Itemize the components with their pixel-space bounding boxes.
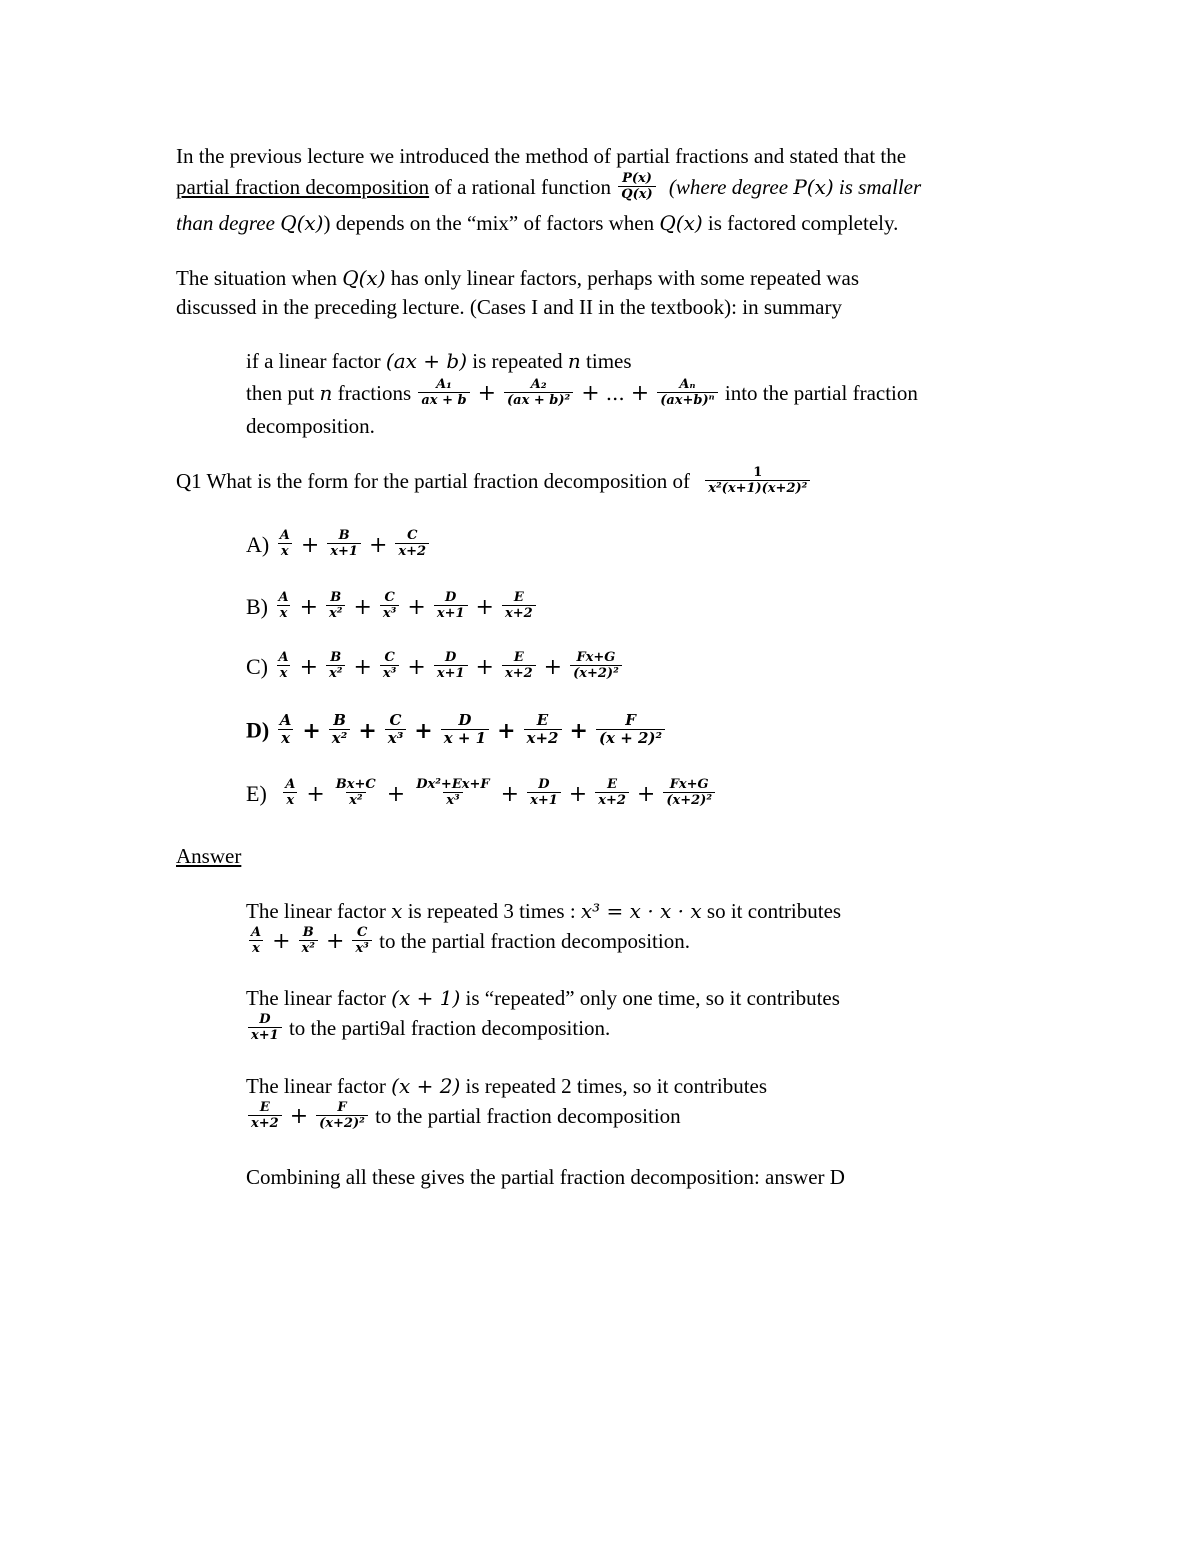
math-fraction bbox=[570, 651, 622, 680]
fraction-numerator: B bbox=[330, 650, 342, 666]
math-fraction bbox=[352, 926, 371, 955]
fraction-denominator: x² bbox=[346, 792, 365, 807]
summary-line-2 bbox=[246, 376, 918, 410]
fraction-numerator: Aₙ bbox=[679, 376, 696, 392]
x-variable: x bbox=[391, 899, 403, 923]
math-fraction bbox=[595, 778, 629, 807]
fraction-denominator: x bbox=[278, 543, 292, 558]
plus-sign: + bbox=[386, 782, 406, 807]
fraction-denominator: x+2 bbox=[395, 543, 429, 558]
option-a bbox=[246, 528, 431, 561]
math-fraction bbox=[327, 529, 361, 558]
q-of-x: Q(x) bbox=[280, 211, 324, 235]
fraction-denominator: (x+2)² bbox=[316, 1115, 368, 1130]
fraction-numerator: 1 bbox=[753, 464, 763, 480]
fraction-numerator: A₁ bbox=[436, 376, 452, 392]
answer-text: Combining all these gives the partial fraction decomposition: answer D bbox=[246, 1165, 845, 1189]
math-fraction bbox=[326, 651, 345, 680]
fraction-numerator: Fx+G bbox=[669, 777, 709, 793]
summary-text-3: times bbox=[580, 349, 632, 373]
summary-text-1: if a linear factor bbox=[246, 349, 386, 373]
x-cubed-expr: x³ = x · x · x bbox=[580, 899, 702, 923]
plus-sign: + bbox=[636, 782, 656, 807]
math-fraction bbox=[299, 926, 318, 955]
fraction-denominator: x bbox=[283, 792, 297, 807]
plus-sign: + bbox=[353, 595, 372, 620]
summary-text-7: decomposition. bbox=[246, 414, 375, 438]
math-fraction bbox=[277, 529, 293, 558]
math-fraction bbox=[380, 591, 399, 620]
math-fraction bbox=[441, 713, 489, 746]
situation-text-3: discussed in the preceding lecture. (Cases I and II in the textbook): in summary bbox=[176, 295, 842, 319]
option-label: E) bbox=[246, 781, 267, 806]
fraction-denominator: x+1 bbox=[434, 665, 468, 680]
fraction-denominator: x²(x+1)(x+2)² bbox=[705, 480, 810, 495]
plus-sign: + bbox=[300, 533, 320, 558]
answer-text: so it contributes bbox=[701, 899, 842, 923]
option-label: C) bbox=[246, 654, 268, 679]
answer-text: The linear factor bbox=[246, 986, 392, 1010]
p-over-q-fraction bbox=[618, 172, 655, 201]
fraction-numerator: F bbox=[625, 711, 636, 729]
intro-line-3 bbox=[176, 210, 898, 236]
intro-italic-1: (where degree bbox=[668, 175, 794, 199]
fraction-denominator: x+2 bbox=[502, 605, 536, 620]
plus-sign: + bbox=[568, 782, 588, 807]
answer-p3-line-2 bbox=[246, 1099, 681, 1133]
math-fraction bbox=[248, 926, 264, 955]
answer-text: to the partial fraction decomposition bbox=[369, 1104, 681, 1128]
partial-fraction-decomposition-term: partial fraction decomposition bbox=[176, 175, 430, 199]
fraction-denominator: x + 1 bbox=[441, 729, 489, 746]
math-fraction bbox=[282, 778, 298, 807]
situation-text-1: The situation when bbox=[176, 266, 343, 290]
fraction-numerator: D bbox=[445, 650, 457, 666]
fraction-numerator: C bbox=[389, 711, 402, 729]
plus-sign: + bbox=[302, 717, 321, 744]
option-b bbox=[246, 590, 538, 623]
math-fraction bbox=[277, 713, 295, 746]
plus-sign: + bbox=[272, 929, 291, 954]
math-fraction bbox=[527, 778, 561, 807]
q-of-x: Q(x) bbox=[659, 211, 703, 235]
fraction-numerator: A bbox=[278, 650, 289, 666]
intro-line-2 bbox=[176, 170, 922, 204]
fraction-denominator: x+1 bbox=[527, 792, 561, 807]
plus-sign: + bbox=[407, 655, 426, 680]
fraction-denominator: x³ bbox=[352, 940, 371, 955]
answer-text: to the parti9al fraction decomposition. bbox=[283, 1016, 611, 1040]
fraction-numerator: B bbox=[338, 528, 350, 544]
fraction-numerator: A bbox=[285, 777, 296, 793]
math-fraction bbox=[663, 778, 715, 807]
plus-sign: + bbox=[353, 655, 372, 680]
fraction-denominator: x+1 bbox=[434, 605, 468, 620]
intro-italic-3: than degree bbox=[176, 211, 281, 235]
situation-line-1 bbox=[176, 265, 859, 291]
fraction-numerator: C bbox=[384, 650, 395, 666]
fraction-denominator: (x+2)² bbox=[570, 665, 622, 680]
fraction-a1 bbox=[418, 378, 469, 407]
math-fraction bbox=[329, 713, 351, 746]
fraction-denominator: (ax + b)² bbox=[504, 392, 573, 407]
plus-sign: + bbox=[500, 782, 520, 807]
fraction-numerator: Dx²+Ex+F bbox=[416, 777, 490, 793]
fraction-numerator: E bbox=[536, 711, 549, 729]
option-d bbox=[246, 711, 667, 749]
fraction-numerator: D bbox=[445, 590, 457, 606]
fraction-numerator: F bbox=[337, 1099, 347, 1115]
fraction-numerator: Fx+G bbox=[576, 650, 616, 666]
option-label: D) bbox=[246, 717, 270, 743]
answer-p2-line-1 bbox=[246, 985, 840, 1011]
answer-heading bbox=[176, 843, 241, 869]
fraction-numerator: E bbox=[607, 777, 618, 793]
fraction-numerator: A bbox=[251, 924, 262, 940]
plus-sign: + bbox=[475, 655, 494, 680]
plus-sign: + bbox=[581, 381, 600, 406]
answer-text: is repeated 2 times, so it contributes bbox=[460, 1074, 768, 1098]
fraction-numerator: B bbox=[333, 711, 346, 729]
fraction-denominator: x bbox=[277, 665, 291, 680]
fraction-denominator: x³ bbox=[380, 665, 399, 680]
fraction-denominator: x bbox=[278, 729, 293, 746]
fraction-denominator: x³ bbox=[443, 792, 462, 807]
fraction-denominator: x² bbox=[299, 940, 318, 955]
math-fraction bbox=[596, 713, 665, 746]
fraction-numerator: A bbox=[279, 711, 292, 729]
math-fraction bbox=[502, 591, 536, 620]
p-of-x: P(x) bbox=[793, 175, 834, 199]
question-text: Q1 What is the form for the partial fraction decomposition of bbox=[176, 469, 696, 493]
intro-text-3: ) depends on the “mix” of factors when bbox=[323, 211, 660, 235]
plus-sign: + bbox=[299, 655, 319, 680]
summary-line-1 bbox=[246, 348, 632, 374]
plus-sign: + bbox=[497, 717, 516, 744]
summary-line-3 bbox=[246, 413, 375, 439]
answer-p3-line-1 bbox=[246, 1073, 767, 1099]
math-fraction bbox=[434, 591, 468, 620]
fraction-denominator: x+2 bbox=[524, 729, 562, 746]
situation-text-2: has only linear factors, perhaps with some repeated was bbox=[385, 266, 860, 290]
intro-text-2: of a rational function bbox=[429, 175, 617, 199]
plus-sign: + bbox=[358, 717, 377, 744]
math-fraction bbox=[395, 529, 429, 558]
fraction-denominator: x+1 bbox=[327, 543, 361, 558]
intro-text-1: In the previous lecture we introduced the method of partial fractions and stated that the bbox=[176, 144, 907, 168]
math-fraction bbox=[385, 713, 407, 746]
math-fraction bbox=[333, 778, 379, 807]
math-fraction bbox=[248, 1101, 282, 1130]
answer-conclusion bbox=[246, 1164, 845, 1190]
summary-text-6: into the partial fraction bbox=[719, 381, 918, 405]
fraction-denominator: x+2 bbox=[502, 665, 536, 680]
fraction-numerator: B bbox=[330, 590, 342, 606]
linear-factor-expr: (x + 2) bbox=[391, 1074, 461, 1098]
question-line bbox=[176, 464, 812, 498]
fraction-denominator: Q(x) bbox=[618, 186, 655, 201]
option-label: A) bbox=[246, 532, 270, 557]
fraction-numerator: E bbox=[259, 1099, 270, 1115]
plus-sign: + bbox=[407, 595, 426, 620]
math-fraction bbox=[276, 591, 292, 620]
fraction-numerator: A bbox=[278, 590, 289, 606]
math-fraction bbox=[276, 651, 292, 680]
n-variable: n bbox=[319, 381, 333, 405]
q-of-x: Q(x) bbox=[342, 266, 386, 290]
answer-p2-line-2 bbox=[246, 1011, 611, 1045]
math-fraction bbox=[502, 651, 536, 680]
fraction-numerator: P(x) bbox=[622, 170, 652, 186]
answer-text: The linear factor bbox=[246, 1074, 392, 1098]
fraction-denominator: x² bbox=[329, 729, 351, 746]
n-variable: n bbox=[567, 349, 581, 373]
fraction-denominator: (x + 2)² bbox=[596, 729, 665, 746]
plus-sign: + bbox=[306, 782, 325, 807]
answer-text: to the partial fraction decomposition. bbox=[373, 929, 690, 953]
fraction-numerator: E bbox=[513, 650, 524, 666]
linear-factor-expr: (x + 1) bbox=[391, 986, 461, 1010]
plus-sign: + bbox=[368, 533, 388, 558]
math-fraction bbox=[380, 651, 399, 680]
plus-sign: + bbox=[325, 929, 345, 954]
math-fraction bbox=[326, 591, 345, 620]
math-fraction bbox=[524, 713, 562, 746]
option-label: B) bbox=[246, 594, 268, 619]
answer-text: The linear factor bbox=[246, 899, 392, 923]
fraction-numerator: A₂ bbox=[530, 376, 547, 392]
fraction-denominator: x³ bbox=[380, 605, 399, 620]
intro-text-4: is factored completely. bbox=[702, 211, 899, 235]
fraction-an bbox=[657, 378, 717, 407]
fraction-a2 bbox=[504, 378, 573, 407]
math-fraction bbox=[413, 778, 492, 807]
fraction-numerator: E bbox=[513, 590, 524, 606]
math-fraction bbox=[248, 1013, 282, 1042]
fraction-numerator: Bx+C bbox=[335, 777, 376, 793]
plus-sign: + bbox=[289, 1104, 309, 1129]
answer-p1-line-1 bbox=[246, 898, 841, 924]
fraction-denominator: x+1 bbox=[248, 1027, 282, 1042]
fraction-numerator: A bbox=[279, 528, 290, 544]
answer-text: is repeated 3 times : bbox=[402, 899, 581, 923]
fraction-denominator: x³ bbox=[385, 729, 407, 746]
fraction-numerator: C bbox=[407, 528, 418, 544]
fraction-denominator: (ax+b)ⁿ bbox=[657, 392, 717, 407]
option-c bbox=[246, 650, 624, 683]
plus-sign: + bbox=[477, 381, 497, 406]
intro-italic-2: is smaller bbox=[833, 175, 922, 199]
ellipsis: ... bbox=[605, 381, 625, 405]
fraction-denominator: x bbox=[249, 940, 263, 955]
answer-p1-line-2 bbox=[246, 924, 690, 958]
answer-text: is “repeated” only one time, so it contributes bbox=[460, 986, 840, 1010]
math-fraction bbox=[316, 1101, 368, 1130]
summary-text-2: is repeated bbox=[467, 349, 568, 373]
fraction-denominator: x+2 bbox=[248, 1115, 282, 1130]
plus-sign: + bbox=[475, 595, 494, 620]
fraction-numerator: B bbox=[302, 924, 314, 940]
fraction-denominator: x² bbox=[326, 605, 345, 620]
fraction-numerator: C bbox=[384, 590, 395, 606]
fraction-denominator: x bbox=[277, 605, 291, 620]
fraction-numerator: D bbox=[259, 1011, 271, 1027]
plus-sign: + bbox=[414, 717, 433, 744]
situation-line-2 bbox=[176, 294, 842, 320]
question-fraction bbox=[705, 466, 810, 495]
fraction-numerator: C bbox=[356, 924, 368, 940]
intro-line-1 bbox=[176, 143, 906, 169]
math-fraction bbox=[434, 651, 468, 680]
option-e bbox=[246, 777, 717, 810]
summary-text-4: then put bbox=[246, 381, 320, 405]
summary-text-5: fractions bbox=[332, 381, 417, 405]
fraction-denominator: x² bbox=[326, 665, 345, 680]
fraction-denominator: x+2 bbox=[595, 792, 629, 807]
fraction-denominator: (x+2)² bbox=[663, 792, 715, 807]
fraction-numerator: D bbox=[458, 711, 472, 729]
plus-sign: + bbox=[543, 655, 563, 680]
plus-sign: + bbox=[299, 595, 319, 620]
answer-heading-text: Answer bbox=[176, 844, 242, 868]
plus-sign: + bbox=[630, 381, 650, 406]
fraction-denominator: ax + b bbox=[418, 392, 469, 407]
linear-factor-expr: (ax + b) bbox=[385, 349, 468, 373]
fraction-numerator: D bbox=[538, 777, 550, 793]
plus-sign: + bbox=[569, 717, 588, 744]
